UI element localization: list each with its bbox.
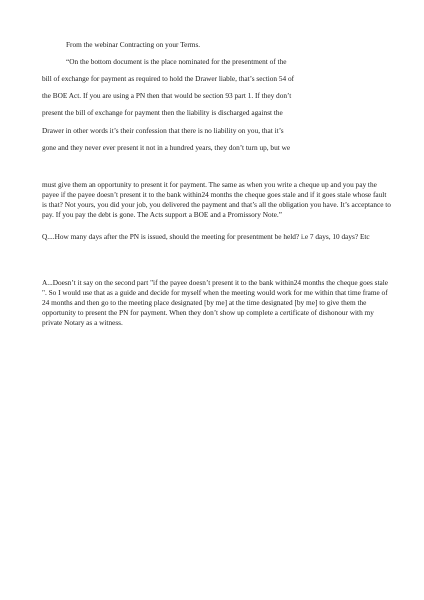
question-text: Q....How many days after the PN is issued, should the meeting for presentment be held? i.e 7 days, 10 days? Etc <box>42 232 370 241</box>
quote-line: the BOE Act. If you are using a PN then that would be section 93 part 1. If they don’t <box>42 91 292 100</box>
answer-text: A...Doesn’t it say on the second part "if the payee doesn’t present it to the bank within24 months the cheque goes stale ". So I would use that as a guide and decide for myself when the meeting would work for me within that time frame of 24 months and then go to the meeting place designated [by me] at the time designated [by me] to give them the opportunity to present the PN for payment. When they don’t show up complete a certificate of dishonour with my private Notary as a witness. <box>42 278 388 327</box>
answer-paragraph <box>42 278 392 328</box>
quote-line: present the bill of exchange for payment then the liability is discharged against the <box>42 108 283 117</box>
intro-line: From the webinar Contracting on your Terms. <box>66 40 201 49</box>
quote-line: bill of exchange for payment as required to hold the Drawer liable, that’s section 54 of <box>42 74 295 83</box>
quote-line: Drawer in other words it’s their confession that there is no liability on you, that it’s <box>42 126 284 135</box>
quote-line: gone and they never ever present it not in a hundred years, they don’t turn up, but we <box>42 143 291 152</box>
quote-continuation-text: must give them an opportunity to present it for payment. The same as when you write a cheque up and you pay the payee if the payee doesn’t present it to the bank within24 months the cheque goes stale and if it goes stale whose fault is that? Not yours, you did your job, you delivered the payment and that’s all the obligation you have. It’s acceptance to pay. If you pay the debt is gone. The Acts support a BOE and a Promissory Note.” <box>42 180 391 219</box>
quote-continuation-paragraph <box>42 180 392 220</box>
quote-line: “On the bottom document is the place nominated for the presentment of the <box>66 57 287 66</box>
question-paragraph <box>42 232 392 242</box>
